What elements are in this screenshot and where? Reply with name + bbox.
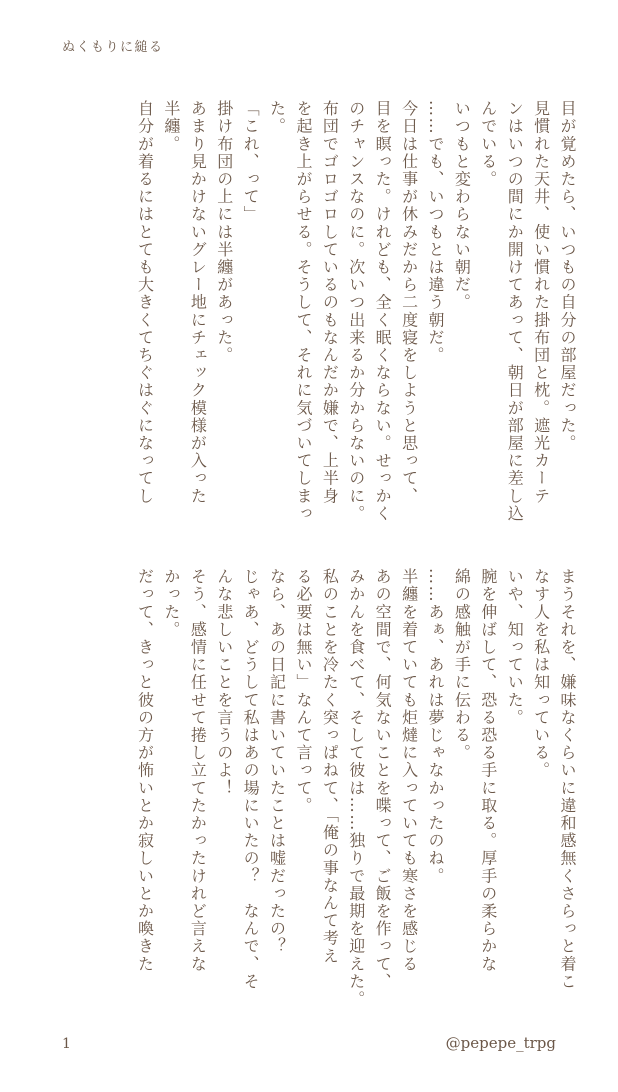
text-line: 今日は仕事が休みだから二度寝をしようと思って、 — [399, 100, 419, 505]
text-line: 自分が着るにはとても大きくてちぐはぐになってし — [135, 100, 155, 505]
text-line: そう、感情に任せて捲し立てたかったけれど言えな — [188, 568, 208, 973]
text-line: あまり見かけないグレー地にチェック模様が入った — [188, 100, 208, 505]
text-line: ……でも、いつもとは違う朝だ。 — [425, 100, 445, 364]
text-line: 目が覚めたら、いつもの自分の部屋だった。 — [558, 100, 577, 452]
running-title: ぬくもりに縋る — [62, 40, 164, 55]
author-handle: @pepepe_trpg — [445, 1034, 556, 1052]
text-line: いつもと変わらない朝だ。 — [452, 100, 472, 312]
text-line: 半纏。 — [161, 100, 181, 153]
text-line: あの空間で、何気ないことを喋って、ご飯を作って、 — [373, 568, 393, 991]
text-line: 布団でゴロゴロしているのもなんだか嫌で、上半身 — [320, 100, 340, 505]
text-block-bottom — [38, 568, 580, 1008]
text-line: だって、きっと彼の方が怖いとか寂しいとか喚きた — [135, 568, 155, 973]
text-line: 見慣れた天井、使い慣れた掛布団と枕。遮光カーテ — [531, 100, 551, 505]
text-line: る必要は無い」なんて言って。 — [293, 568, 313, 815]
text-line: んでいる。 — [478, 100, 498, 188]
text-line: じゃあ、どうして私はあの場にいたの？ なんで、そ — [241, 568, 261, 991]
text-line: 掛け布団の上には半纏があった。 — [214, 100, 234, 364]
text-line: かった。 — [161, 568, 181, 639]
text-line: 腕を伸ばして、恐る恐る手に取る。厚手の柔らかな — [478, 568, 498, 973]
text-line: みかんを食べて、そして彼は……独りで最期を迎えた。 — [346, 568, 366, 1008]
text-line: まうそれを、嫌味なくらいに違和感無くさらっと着こ — [558, 568, 577, 991]
text-line: んな悲しいことを言うのよ！ — [214, 568, 234, 797]
text-line: ……あぁ、あれは夢じゃなかったのね。 — [425, 568, 445, 885]
page-number: 1 — [62, 1036, 71, 1052]
text-line: 半纏を着ていても炬燵に入っていても寒さを感じる — [399, 568, 419, 973]
text-line: 目を瞑った。けれども、全く眠くならない。せっかく — [373, 100, 393, 523]
text-line: 私のことを冷たく突っぱねて、「俺の事なんて考え — [320, 568, 340, 965]
text-block-top — [38, 100, 580, 532]
text-line: のチャンスなのに。次いつ出来るか分からないのに。 — [346, 100, 366, 523]
text-line: を起き上がらせる。そうして、それに気づいてしまっ — [293, 100, 313, 523]
text-line: た。 — [267, 100, 287, 136]
text-line: 綿の感触が手に伝わる。 — [452, 568, 472, 762]
text-line: ンはいつの間にか開けてあって、朝日が部屋に差し込 — [505, 100, 525, 523]
text-line: いや、知っていた。 — [505, 568, 525, 727]
text-line: なら、あの日記に書いていたことは嘘だったの？ — [267, 568, 287, 956]
text-line: なす人を私は知っている。 — [531, 568, 551, 780]
text-line: 「これ、って」 — [241, 100, 261, 224]
